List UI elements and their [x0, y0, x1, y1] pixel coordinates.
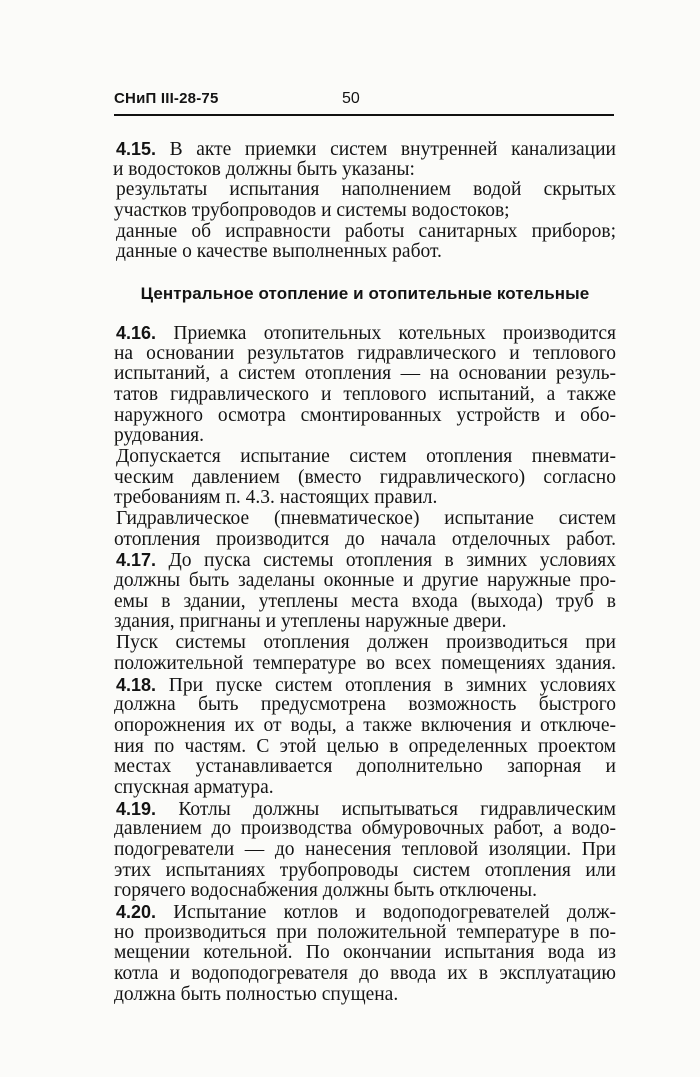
text-line: данные об исправности работы санитарных приборов;: [116, 220, 616, 242]
text-line: должна быть предусмотрена возможность быстрого: [114, 694, 616, 716]
text-line: должны быть заделаны оконные и другие наружные про-: [114, 570, 616, 592]
clause-number: 4.18.: [116, 674, 157, 695]
section-heading: Центральное отопление и отопительные котельные: [140, 284, 590, 304]
text-line: ния по частям. С этой целью в определенных проектом: [114, 735, 616, 757]
text-line: этих испытаниях трубопроводы систем отопления или: [114, 859, 616, 881]
text-line: рудования.: [114, 425, 205, 447]
text-line: емы в здании, утеплены места входа (выхода) труб в: [114, 590, 616, 612]
clause-4-17: [114, 550, 616, 674]
document-code: СНиП III-28-75: [114, 90, 219, 107]
text-line: мещении котельной. По окончании испытания вода из: [114, 942, 616, 964]
text-line: отопления производится до начала отделочных работ.: [114, 528, 616, 550]
text-line: здания, пригнаны и утеплены наружные двери.: [114, 611, 507, 633]
text-line: котла и водоподогревателя до ввода их в эксплуатацию: [114, 963, 616, 985]
text-line: Пуск системы отопления должен производиться при: [116, 632, 616, 654]
text-line: должна быть полностью спущена.: [114, 983, 399, 1005]
text-line: 4.16. Приемка отопительных котельных производится: [116, 322, 616, 344]
clause-number: 4.15.: [116, 139, 157, 159]
clause-4-20: [114, 902, 616, 1005]
clause-4-19: [114, 799, 616, 902]
text-line: Допускается испытание систем отопления пневмати-: [116, 445, 616, 467]
text-line: опорожнения их от воды, а также включения и отключе-: [114, 714, 616, 736]
text-line: но производиться при положительной температуре в по-: [114, 921, 616, 943]
text-line: участков трубопроводов и системы водостоков;: [114, 200, 510, 222]
text-line: результаты испытания наполнением водой скрытых: [116, 179, 616, 201]
clause-number: 4.19.: [116, 798, 157, 819]
text-line: спускная арматура.: [114, 776, 274, 798]
text-line: испытаний, а систем отопления — на основании резуль-: [114, 363, 616, 385]
text-line: горячего водоснабжения должны быть отключены.: [114, 880, 538, 902]
text-line: положительной температуре во всех помещениях здания.: [114, 652, 616, 674]
text-line: на основании результатов гидравлического и теплового: [114, 342, 616, 364]
text-line: 4.18. При пуске систем отопления в зимних условиях: [116, 674, 616, 696]
text-line: татов гидравлического и теплового испытаний, а также: [114, 383, 616, 405]
text-line: наружного осмотра смонтированных устройств и обо-: [114, 404, 616, 426]
text-line: требованиям п. 4.3. настоящих правил.: [114, 487, 438, 509]
text-line: давлением до производства обмуровочных работ, а водо-: [114, 818, 616, 840]
clause-number: 4.16.: [116, 322, 157, 343]
page-header: [114, 90, 614, 120]
text-line: 4.20. Испытание котлов и водоподогревателей долж-: [116, 902, 616, 924]
text-line: и водостоков должны быть указаны:: [113, 158, 415, 180]
clause-number: 4.20.: [116, 902, 157, 923]
clause-number: 4.17.: [116, 550, 157, 571]
text-line: местах устанавливается дополнительно запорная и: [114, 756, 616, 778]
header-rule: [114, 114, 614, 116]
text-line: Гидравлическое (пневматическое) испытание систем: [116, 508, 616, 530]
clause-4-16: [114, 323, 616, 551]
text-line: подогреватели — до нанесения тепловой изоляции. При: [114, 839, 616, 861]
text-line: данные о качестве выполненных работ.: [116, 241, 442, 263]
text-line: 4.19. Котлы должны испытываться гидравлическим: [116, 798, 617, 820]
document-body: [114, 139, 616, 1006]
text-line: 4.17. До пуска системы отопления в зимних условиях: [116, 550, 616, 572]
clause-4-18: [114, 675, 616, 799]
text-line: ческим давлением (вместо гидравлического) согласно: [114, 466, 616, 488]
clause-4-15: [114, 139, 616, 263]
page-number: 50: [342, 90, 360, 107]
text-line: 4.15. В акте приемки систем внутренней канализации: [116, 139, 616, 160]
